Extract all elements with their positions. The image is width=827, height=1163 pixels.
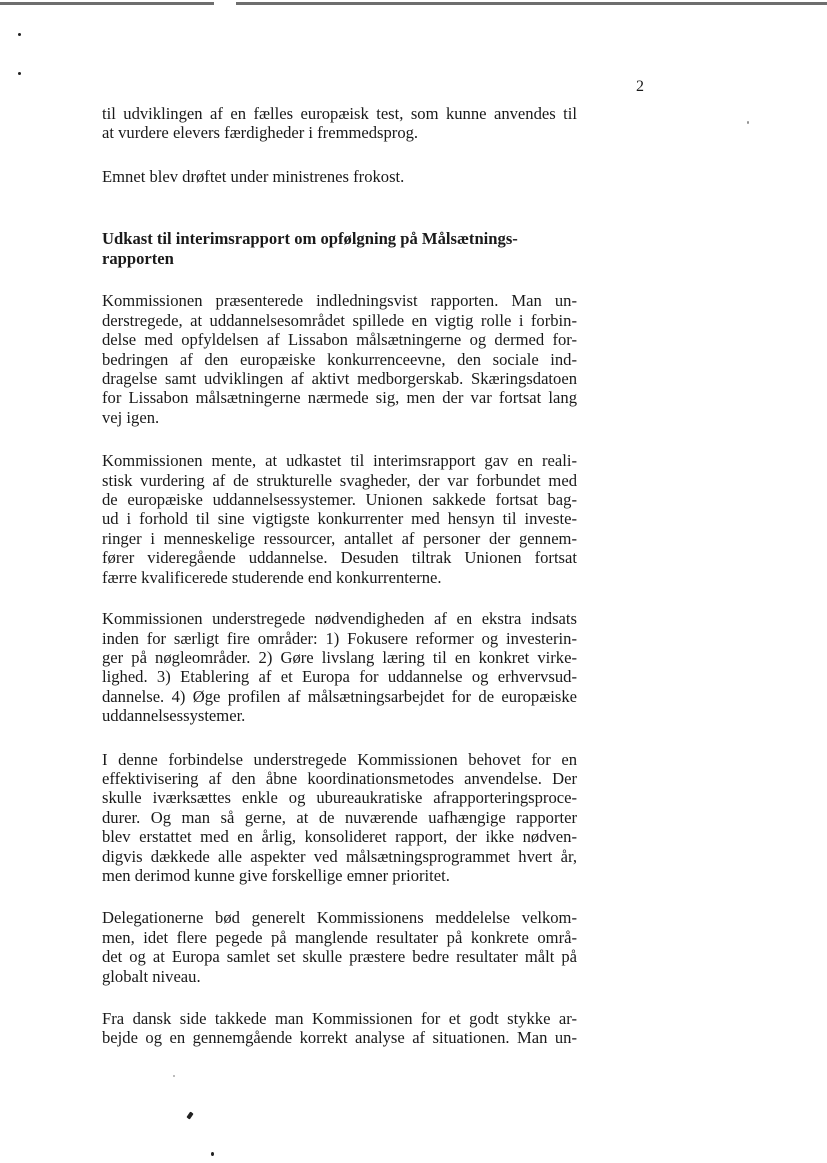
text-line: delse med opfyldelsen af Lissabon målsætningerne og dermed for- [102, 330, 577, 350]
text-line: digvis dækkede alle aspekter ved målsætningsprogrammet hvert år, [102, 846, 577, 866]
paragraph-lunch [102, 167, 577, 186]
text-line: inden for særligt fire områder: 1) Fokusere reformer og investerin- [102, 628, 577, 648]
text-line: fører videregående uddannelse. Desuden tiltrak Unionen fortsat [102, 548, 577, 568]
text-line: ger på nøgleområder. 2) Gøre livslang læring til en konkret virke- [102, 647, 577, 667]
text-line: de europæiske uddannelsessystemer. Unionen sakkede fortsat bag- [102, 490, 577, 510]
scan-speck [173, 1075, 175, 1077]
heading-line: Udkast til interimsrapport om opfølgning på Målsætnings- [102, 229, 518, 249]
text-line: Fra dansk side takkede man Kommissionen for et godt stykke ar- [102, 1009, 577, 1028]
text-line: for Lissabon målsætningerne nærmede sig, men der var fortsat lang [102, 388, 577, 408]
text-line: ud i forhold til sine vigtigste konkurrenter med hensyn til investe- [102, 509, 577, 529]
text-line: bejde og en gennemgående korrekt analyse af situationen. Man un- [102, 1028, 577, 1048]
heading-line: rapporten [102, 248, 174, 268]
scan-speck [18, 33, 21, 36]
text-line: dragelse samt udviklingen af aktivt medborgerskab. Skæringsdatoen [102, 369, 577, 389]
text-line: ringer i menneskelige ressourcer, antallet af personer der gennem- [102, 528, 577, 548]
paragraph-four-areas [102, 609, 577, 725]
text-line: blev erstattet med en årlig, konsolideret rapport, der ikke nødven- [102, 827, 577, 847]
text-line: til udviklingen af en fælles europæisk test, som kunne anvendes til [102, 104, 577, 123]
text-line: effektivisering af den åbne koordinationsmetodes anvendelse. Der [102, 768, 577, 788]
text-line: globalt niveau. [102, 966, 201, 986]
text-line: at vurdere elevers færdigheder i fremmedsprog. [102, 123, 419, 143]
text-line: Delegationerne bød generelt Kommissionens meddelelse velkom- [102, 908, 577, 928]
top-rule [0, 2, 827, 5]
paragraph-test [102, 104, 577, 143]
paragraph-delegations [102, 908, 577, 986]
text-line: Kommissionen præsenterede indledningsvist rapporten. Man un- [102, 291, 577, 311]
text-line: lighed. 3) Etablering af et Europa for uddannelse og erhvervsud- [102, 667, 577, 687]
scan-speck [211, 1152, 214, 1156]
text-line: Emnet blev drøftet under ministrenes frokost. [102, 166, 405, 186]
text-line: durer. Og man så gerne, at de nuværende uafhængige rapporter [102, 807, 577, 827]
text-line: derstregede, at uddannelsesområdet spillede en vigtig rolle i forbin- [102, 310, 577, 330]
text-line: det og at Europa samlet set skulle præstere bedre resultater målt på [102, 947, 577, 967]
text-line: Kommissionen mente, at udkastet til interimsrapport gav en reali- [102, 451, 577, 471]
text-line: men, idet flere pegede på manglende resultater på konkrete områ- [102, 927, 577, 947]
text-line: uddannelsessystemer. [102, 706, 246, 726]
text-line: skulle iværksættes enkle og ubureaukratiske afrapporteringsproce- [102, 788, 577, 808]
paragraph-coordination [102, 750, 577, 886]
paragraph-commission-assessment [102, 451, 577, 587]
section-heading [102, 229, 577, 268]
text-line: stisk vurdering af de strukturelle svagheder, der var forbundet med [102, 470, 577, 490]
text-line: I denne forbindelse understregede Kommissionen behovet for en [102, 749, 577, 769]
text-line: dannelse. 4) Øge profilen af målsætningsarbejdet for de europæiske [102, 686, 577, 706]
document-body [102, 104, 577, 1048]
page-number: 2 [636, 78, 644, 95]
text-line: bedringen af den europæiske konkurrenceevne, den sociale ind- [102, 349, 577, 369]
scan-speck [18, 72, 21, 75]
text-line: Kommissionen understregede nødvendigheden af en ekstra indsats [102, 609, 577, 629]
top-rule-gap [214, 1, 236, 6]
text-line: men derimod kunne give forskellige emner prioritet. [102, 865, 450, 885]
scan-speck [747, 121, 749, 124]
text-line: færre kvalificerede studerende end konkurrenterne. [102, 567, 442, 587]
text-line: vej igen. [102, 407, 160, 427]
paragraph-danish-side [102, 1009, 577, 1048]
paragraph-commission-presented [102, 291, 577, 427]
scan-speck [186, 1111, 193, 1119]
